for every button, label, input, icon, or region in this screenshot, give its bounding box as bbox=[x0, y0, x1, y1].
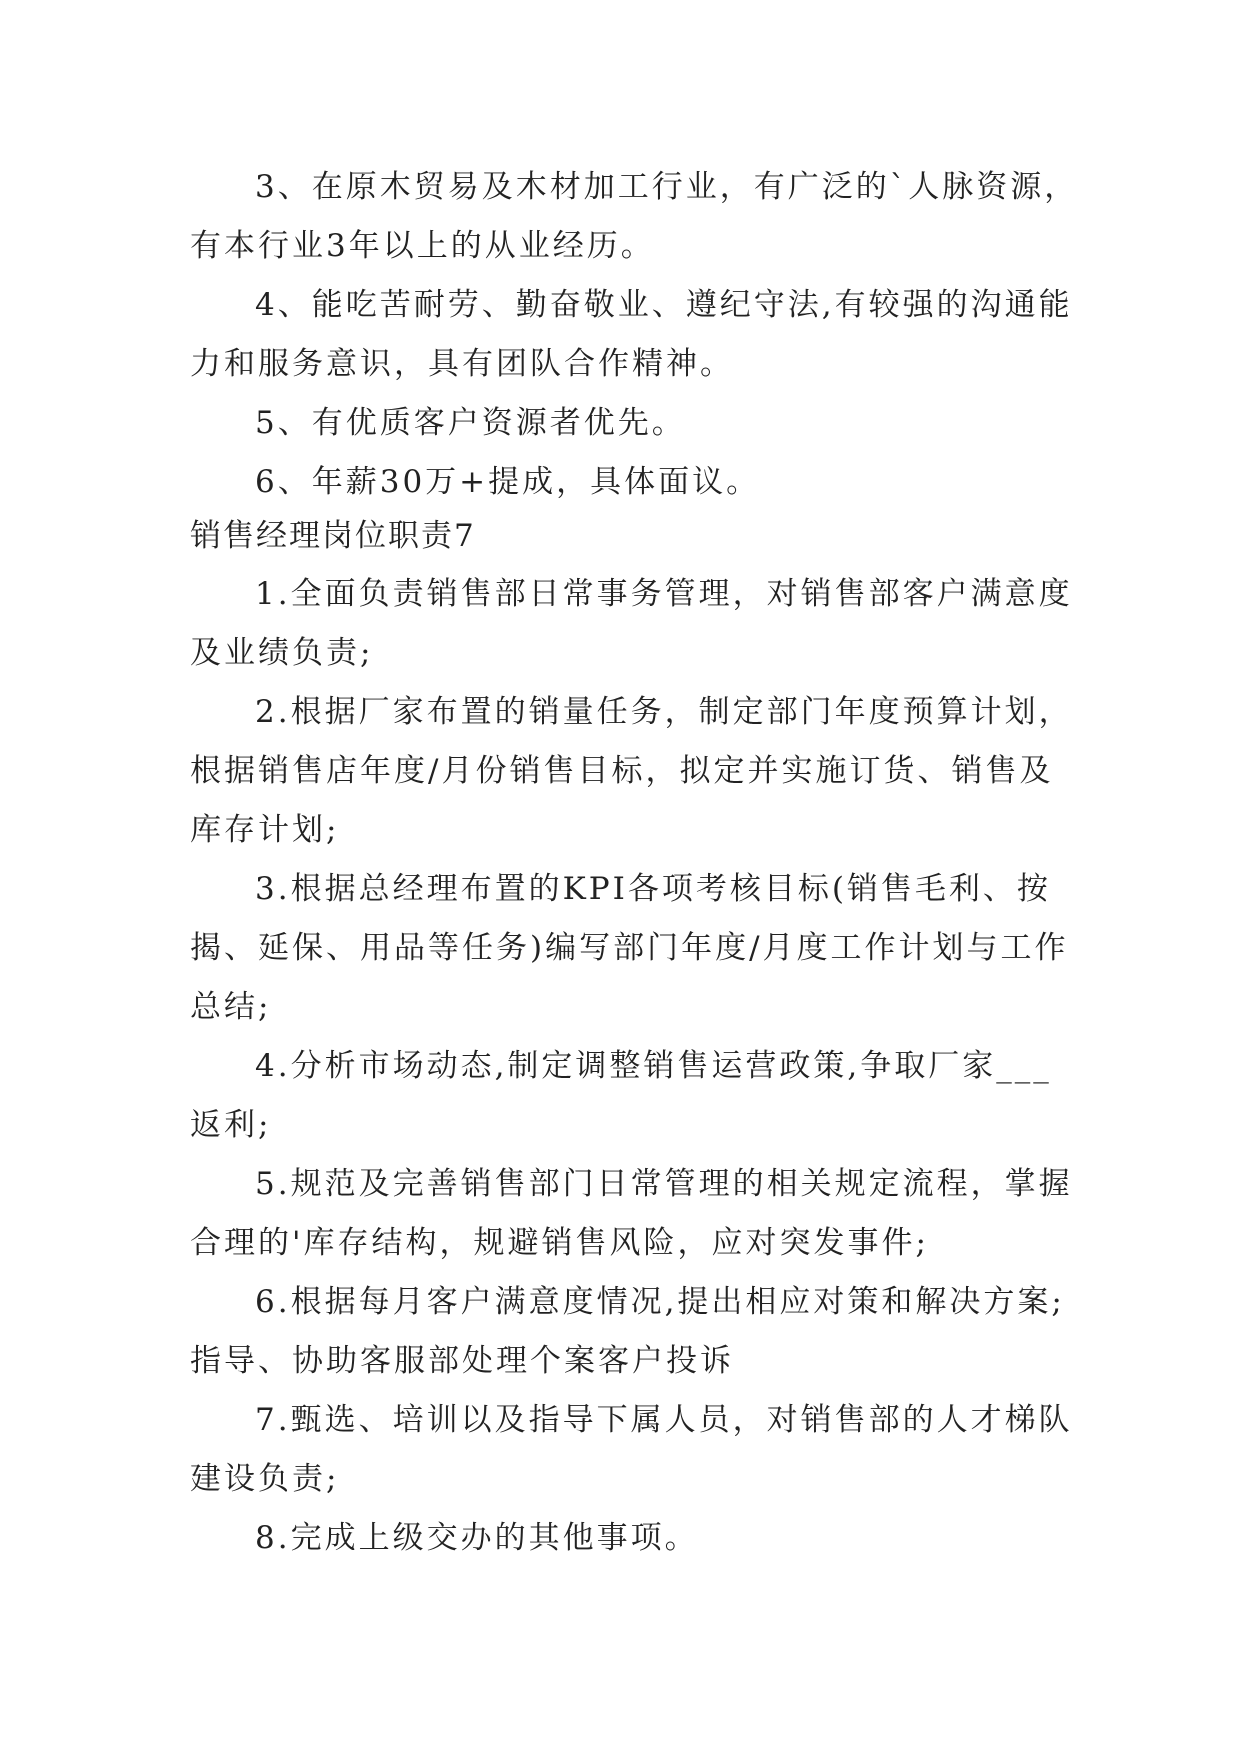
text-line: 指导、协助客服部处理个案客户投诉 bbox=[190, 1343, 734, 1379]
text-line: 总结; bbox=[190, 989, 272, 1025]
text-line: 及业绩负责; bbox=[190, 635, 374, 671]
text-line: 6、年薪30万+提成，具体面议。 bbox=[255, 464, 761, 500]
text-line: 4.分析市场动态,制定调整销售运营政策,争取厂家___ bbox=[255, 1048, 1052, 1084]
text-line: 返利; bbox=[190, 1107, 272, 1143]
text-line: 7.甄选、培训以及指导下属人员，对销售部的人才梯队 bbox=[255, 1402, 1073, 1438]
text-line: 8.完成上级交办的其他事项。 bbox=[255, 1520, 699, 1556]
text-line: 库存计划; bbox=[190, 812, 340, 848]
text-line: 6.根据每月客户满意度情况,提出相应对策和解决方案; bbox=[255, 1284, 1065, 1320]
text-line: 合理的'库存结构，规避销售风险，应对突发事件; bbox=[190, 1225, 929, 1261]
text-line: 3.根据总经理布置的KPI各项考核目标(销售毛利、按 bbox=[255, 871, 1051, 907]
text-line: 力和服务意识，具有团队合作精神。 bbox=[190, 346, 734, 382]
section-heading: 销售经理岗位职责7 bbox=[190, 518, 476, 554]
text-line: 1.全面负责销售部日常事务管理，对销售部客户满意度 bbox=[255, 576, 1073, 612]
text-line: 根据销售店年度/月份销售目标，拟定并实施订货、销售及 bbox=[190, 753, 1054, 789]
text-line: 有本行业3年以上的从业经历。 bbox=[190, 228, 655, 264]
text-line: 建设负责; bbox=[190, 1461, 340, 1497]
text-line: 揭、延保、用品等任务)编写部门年度/月度工作计划与工作 bbox=[190, 930, 1069, 966]
text-line: 3、在原木贸易及木材加工行业，有广泛的`人脉资源， bbox=[255, 169, 1079, 205]
text-line: 5.规范及完善销售部门日常管理的相关规定流程，掌握 bbox=[255, 1166, 1073, 1202]
text-line: 2.根据厂家布置的销量任务，制定部门年度预算计划， bbox=[255, 694, 1073, 730]
text-line: 5、有优质客户资源者优先。 bbox=[255, 405, 686, 441]
text-line: 4、能吃苦耐劳、勤奋敬业、遵纪守法,有较强的沟通能 bbox=[255, 287, 1073, 323]
